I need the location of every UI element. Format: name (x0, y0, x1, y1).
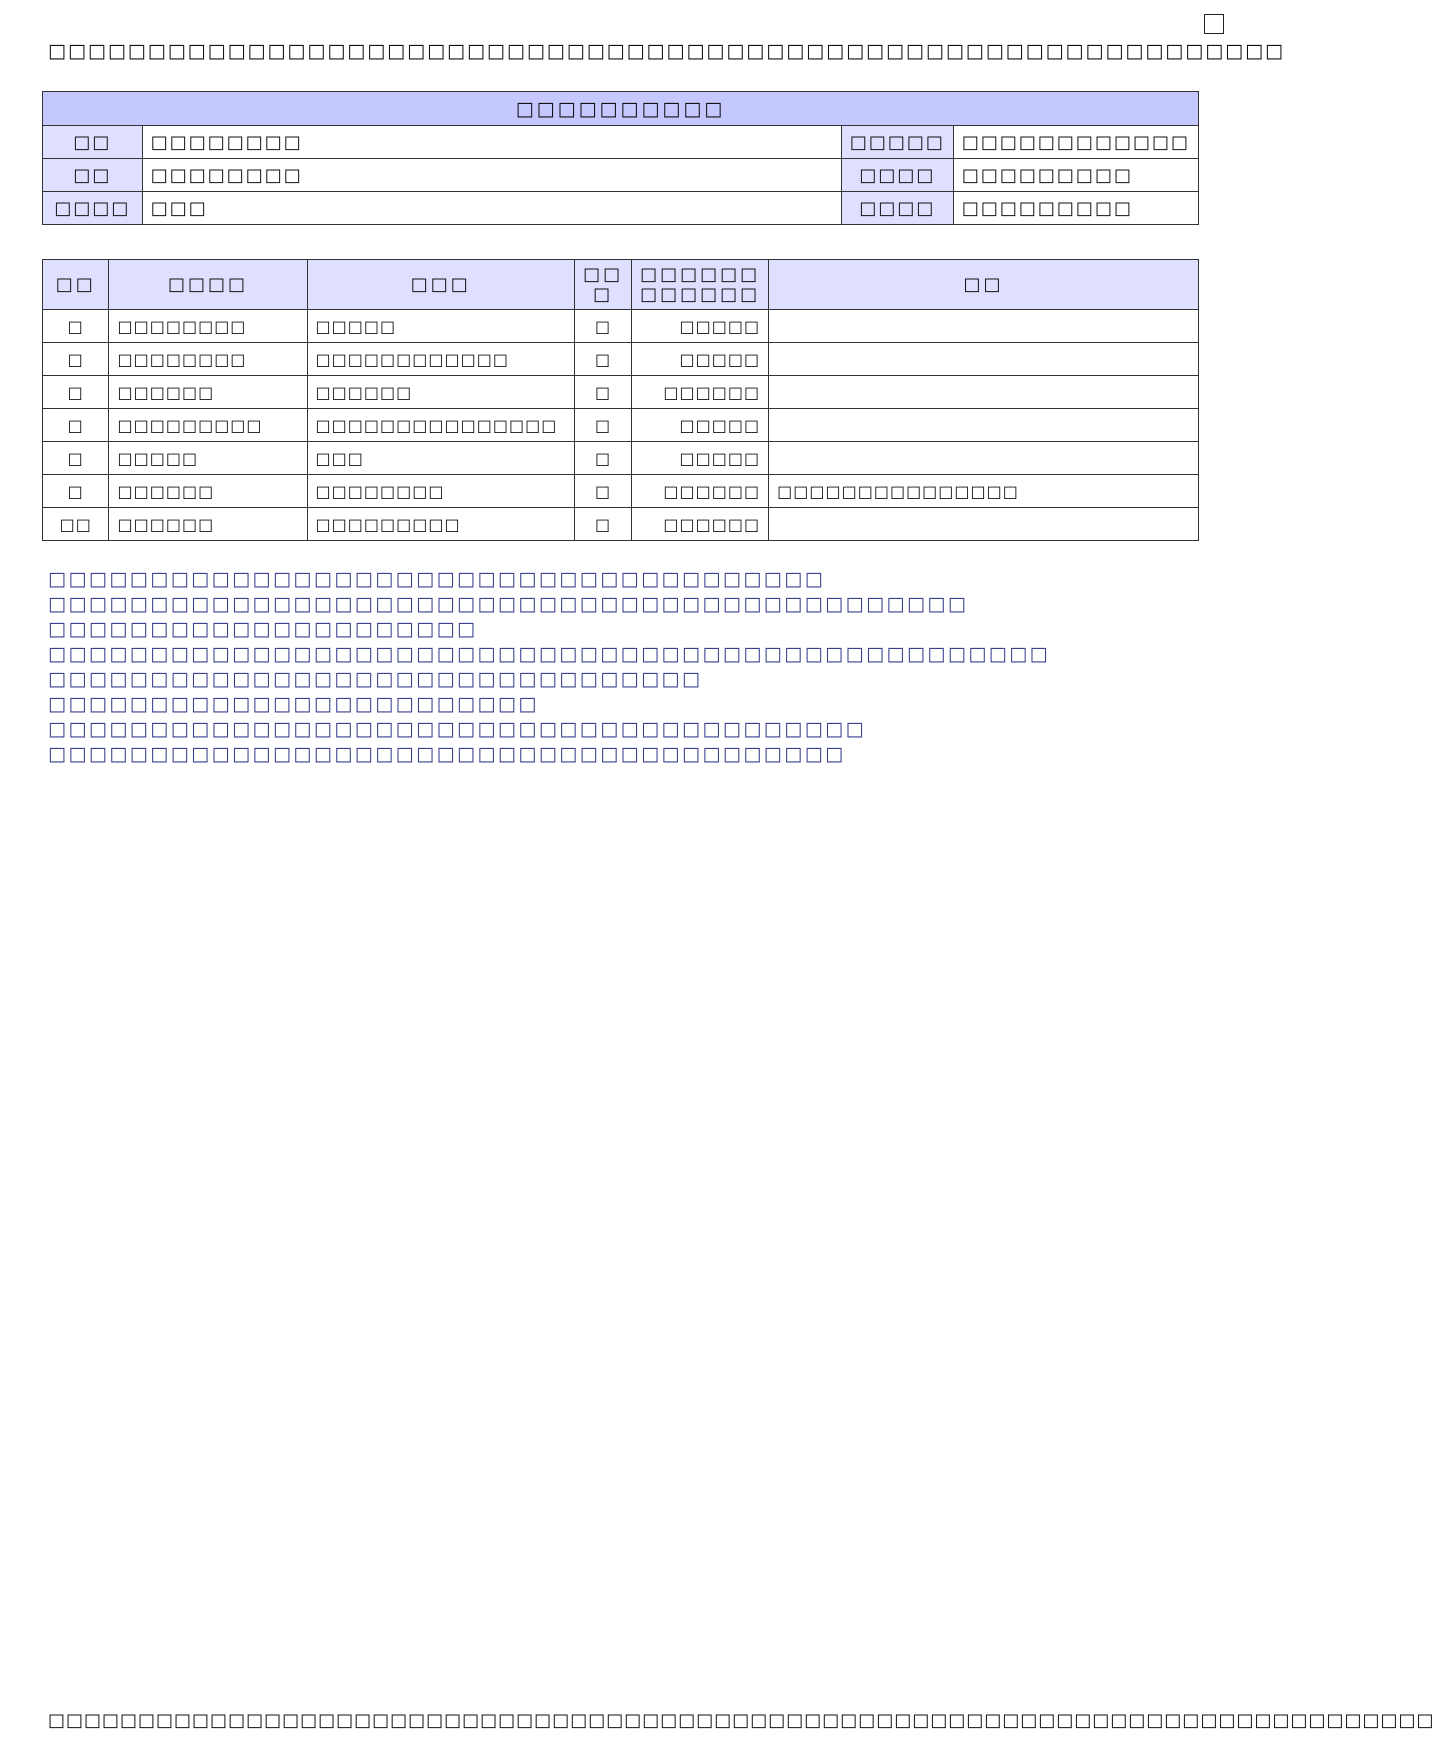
table-row (43, 343, 1199, 376)
table-cell: □ (575, 442, 632, 475)
items-header-row (43, 260, 1199, 310)
note-line: □□□□□□□□□□□□□□□□□□□□□□□□□□□□□□□□□□□□□□ (48, 568, 826, 590)
note-line: □□□□□□□□□□□□□□□□□□□□□□□□□□□□□□□□□□□□□□□□□□□□□ (48, 593, 969, 615)
table-cell (769, 376, 1199, 409)
table-cell: □□□□□□□□ (109, 343, 307, 376)
info-value: □□□□□□□□□ (953, 159, 1198, 192)
note-line: □□□□□□□□□□□□□□□□□□□□□□□□□□□□□□□□□□□□□□□ (48, 743, 846, 765)
table-cell: □□□□□□□□□ (307, 508, 575, 541)
table-cell: □ (43, 442, 109, 475)
info-table-title: □□□□□□□□□□ (43, 92, 1199, 126)
table-cell: □□□□□□□□ (307, 475, 575, 508)
info-row (43, 126, 1199, 159)
info-label: □□ (43, 126, 143, 159)
table-cell: □□□□□□ (632, 475, 769, 508)
table-cell: □□□□□ (632, 310, 769, 343)
info-value: □□□□□□□□□□□□ (953, 126, 1198, 159)
table-cell: □□□□□□□□□□□□□□□ (769, 475, 1199, 508)
table-cell: □ (575, 409, 632, 442)
table-cell: □□□□□ (307, 310, 575, 343)
info-label: □□□□ (841, 192, 953, 225)
table-cell: □□□□□ (632, 442, 769, 475)
table-cell (769, 442, 1199, 475)
table-row (43, 376, 1199, 409)
note-line: □□□□□□□□□□□□□□□□□□□□□□□□ (48, 693, 539, 715)
page-number (1204, 14, 1224, 34)
table-row (43, 310, 1199, 343)
info-row (43, 192, 1199, 225)
info-label: □□□□ (841, 159, 953, 192)
table-cell (769, 343, 1199, 376)
table-row (43, 475, 1199, 508)
info-value: □□□□□□□□ (142, 159, 841, 192)
items-header-cell: □□□ (307, 260, 575, 310)
items-header-cell: □□□□□□ □□□□□□ (632, 260, 769, 310)
note-line: □□□□□□□□□□□□□□□□□□□□□□□□□□□□□□□□□□□□□□□□□□□□□□□□□ (48, 643, 1051, 665)
table-cell: □□□□□ (632, 343, 769, 376)
items-header-cell: □□□□ (109, 260, 307, 310)
table-cell: □□□□□□ (109, 475, 307, 508)
table-row (43, 442, 1199, 475)
table-cell: □□□□□ (109, 442, 307, 475)
table-cell: □ (43, 343, 109, 376)
table-cell: □□□ (307, 442, 575, 475)
table-cell: □ (575, 508, 632, 541)
table-cell: □ (43, 376, 109, 409)
table-cell (769, 508, 1199, 541)
info-label: □□ (43, 159, 143, 192)
info-value: □□□ (142, 192, 841, 225)
table-cell: □□□□□□□□□□□□ (307, 343, 575, 376)
table-cell: □□ (43, 508, 109, 541)
info-value: □□□□□□□□ (142, 126, 841, 159)
table-row (43, 508, 1199, 541)
table-cell: □ (575, 343, 632, 376)
table-cell: □ (575, 376, 632, 409)
notes-section (48, 567, 1198, 767)
table-cell: □□□□□□ (632, 376, 769, 409)
info-value: □□□□□□□□□ (953, 192, 1198, 225)
info-label: □□□□ (43, 192, 143, 225)
table-cell: □□□□□□□□□□□□□□□ (307, 409, 575, 442)
table-cell: □ (575, 310, 632, 343)
table-cell: □ (43, 409, 109, 442)
info-label: □□□□□ (841, 126, 953, 159)
table-cell (769, 310, 1199, 343)
table-cell: □□□□□□ (109, 376, 307, 409)
table-cell: □ (43, 475, 109, 508)
document-header: □□□□□□□□□□□□□□□□□□□□□□□□□□□□□□□□□□□□□□□□□□□□□□□□□□□□□□□□□□□□□□ (48, 40, 1286, 62)
document-footer: □□□□□□□□□□□□□□□□□□□□□□□□□□□□□□□□□□□□□□□□□□□□□□□□□□□□□□□□□□□□□□□□□□□□□□□□□□□□□ (48, 1710, 1435, 1731)
items-header-cell: □□ □ (575, 260, 632, 310)
note-line: □□□□□□□□□□□□□□□□□□□□□ (48, 618, 478, 640)
items-header-cell: □□ (43, 260, 109, 310)
items-header-cell: □□ (769, 260, 1199, 310)
table-cell: □□□□□□ (632, 508, 769, 541)
items-table (42, 259, 1199, 541)
table-cell: □ (43, 310, 109, 343)
table-cell: □□□□□□□□ (109, 310, 307, 343)
note-line: □□□□□□□□□□□□□□□□□□□□□□□□□□□□□□□□ (48, 668, 703, 690)
table-cell: □□□□□□□□□ (109, 409, 307, 442)
table-cell: □□□□□ (632, 409, 769, 442)
note-line: □□□□□□□□□□□□□□□□□□□□□□□□□□□□□□□□□□□□□□□□ (48, 718, 867, 740)
table-cell: □□□□□□ (109, 508, 307, 541)
info-row (43, 159, 1199, 192)
table-cell: □ (575, 475, 632, 508)
table-row (43, 409, 1199, 442)
info-table (42, 91, 1199, 225)
table-cell (769, 409, 1199, 442)
table-cell: □□□□□□ (307, 376, 575, 409)
